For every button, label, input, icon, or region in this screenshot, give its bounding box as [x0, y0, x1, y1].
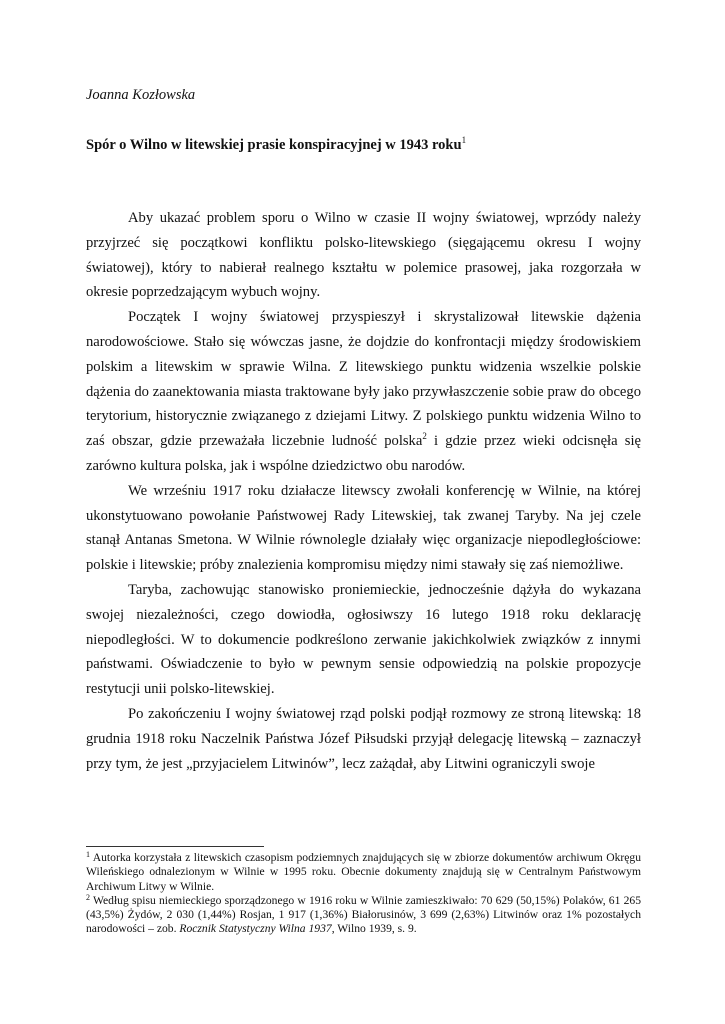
footnotes: [86, 851, 641, 937]
footnote-2-text-a: Według spisu niemieckiego sporządzonego w 1916 roku w Wilnie zamieszkiwało: 70 629 (50,15%) Polaków, 61 265 (43,5%) Żydów, 2 030 (1,44%) Rosjan, 1 917 (1,36%) Białorusinów, 3 699 (2,63%) Litwinów oraz 1% pozostałych narodowości – zob.: [86, 893, 641, 936]
paragraph-2-text-b: i gdzie przez wieki odcisnęła się zarówno kultura polska, jak i wspólne dziedzictwo obu narodów.: [86, 433, 641, 474]
footnote-1-number: 1: [86, 850, 90, 859]
footnote-1: [86, 851, 641, 894]
article-title: [86, 135, 466, 154]
paragraph-1: Aby ukazać problem sporu o Wilno w czasie II wojny światowej, wprzódy należy przyjrzeć się początkowi konfliktu polsko-litewskiego (sięgającemu okresu I wojny światowej), który to nabierał realnego kształtu w polemice prasowej, jaka rozgorzała w okresie poprzedzającym wybuch wojny.: [86, 210, 641, 301]
document-page: [86, 0, 641, 1024]
paragraph-5: Po zakończeniu I wojny światowej rząd polski podjął rozmowy ze stroną litewską: 18 grudnia 1918 roku Naczelnik Państwa Józef Piłsudski przyjął delegację litewską – zaznaczył przy tym, że jest „przyjacielem Litwinów”, lecz zażądał, aby Litwini ograniczyli swoje: [86, 705, 641, 772]
paragraph-2: [86, 305, 641, 479]
footnote-divider: [86, 846, 264, 847]
paragraph-2-text-a: Początek I wojny światowej przyspieszył i skrystalizował litewskie dążenia narodowościowe. Stało się wówczas jasne, że dojdzie do konfrontacji między środowiskiem polskim a litewskim w sprawie Wilna. Z litewskiego punktu widzenia wszelkie polskie dążenia do zaanektowania miasta traktowane były jako przywłaszczenie sobie praw do obcego terytorium, historycznie związanego z dziejami Litwy. Z polskiego punktu widzenia Wilno to zaś obszar, gdzie przeważała liczebnie ludność polska: [86, 309, 641, 450]
footnote-2-source-title: Rocznik Statystyczny Wilna 1937: [179, 922, 332, 936]
footnote-1-text: Autorka korzystała z litewskich czasopism podziemnych znajdujących się w zbiorze dokumentów archiwum Okręgu Wileńskiego odnalezionym w Wilnie w 1995 roku. Obecnie dokumenty znajdują się w Centralnym Państwowym Archiwum Litwy w Wilnie.: [86, 851, 641, 893]
article-title-text: Spór o Wilno w litewskiej prasie konspiracyjnej w 1943 roku: [86, 137, 462, 153]
paragraph-4: Taryba, zachowując stanowisko proniemieckie, jednocześnie dążyła do wykazana swojej niezależności, czego dowiodła, ogłosiwszy 16 lutego 1918 roku deklarację niepodległości. W to dokumencie podkreślono zerwanie jakichkolwiek związków z innymi państwami. Oświadczenie to było w pewnym sensie odpowiedzią na polskie propozycje restytucji unii polsko-litewskiej.: [86, 581, 641, 698]
footnote-ref-2[interactable]: 2: [422, 431, 427, 442]
footnote-2-number: 2: [86, 892, 90, 902]
paragraph-3: We wrześniu 1917 roku działacze litewscy zwołali konferencję w Wilnie, na której ukonstytuowano powołanie Państwowej Rady Litewskiej, tak zwanej Taryby. Na jej czele stanął Antanas Smetona. W Wilnie równolegle działały więc organizacje niepodległościowe: polskie i litewskie; próby znalezienia kompromisu między nimi stawały się zaś niemożliwe.: [86, 482, 641, 574]
footnote-ref-1[interactable]: 1: [461, 135, 467, 145]
article-body: [86, 206, 641, 776]
footnote-2: [86, 894, 641, 937]
footnote-2-text-b: , Wilno 1939, s. 9.: [331, 922, 417, 936]
author-name: Joanna Kozłowska: [86, 87, 196, 103]
